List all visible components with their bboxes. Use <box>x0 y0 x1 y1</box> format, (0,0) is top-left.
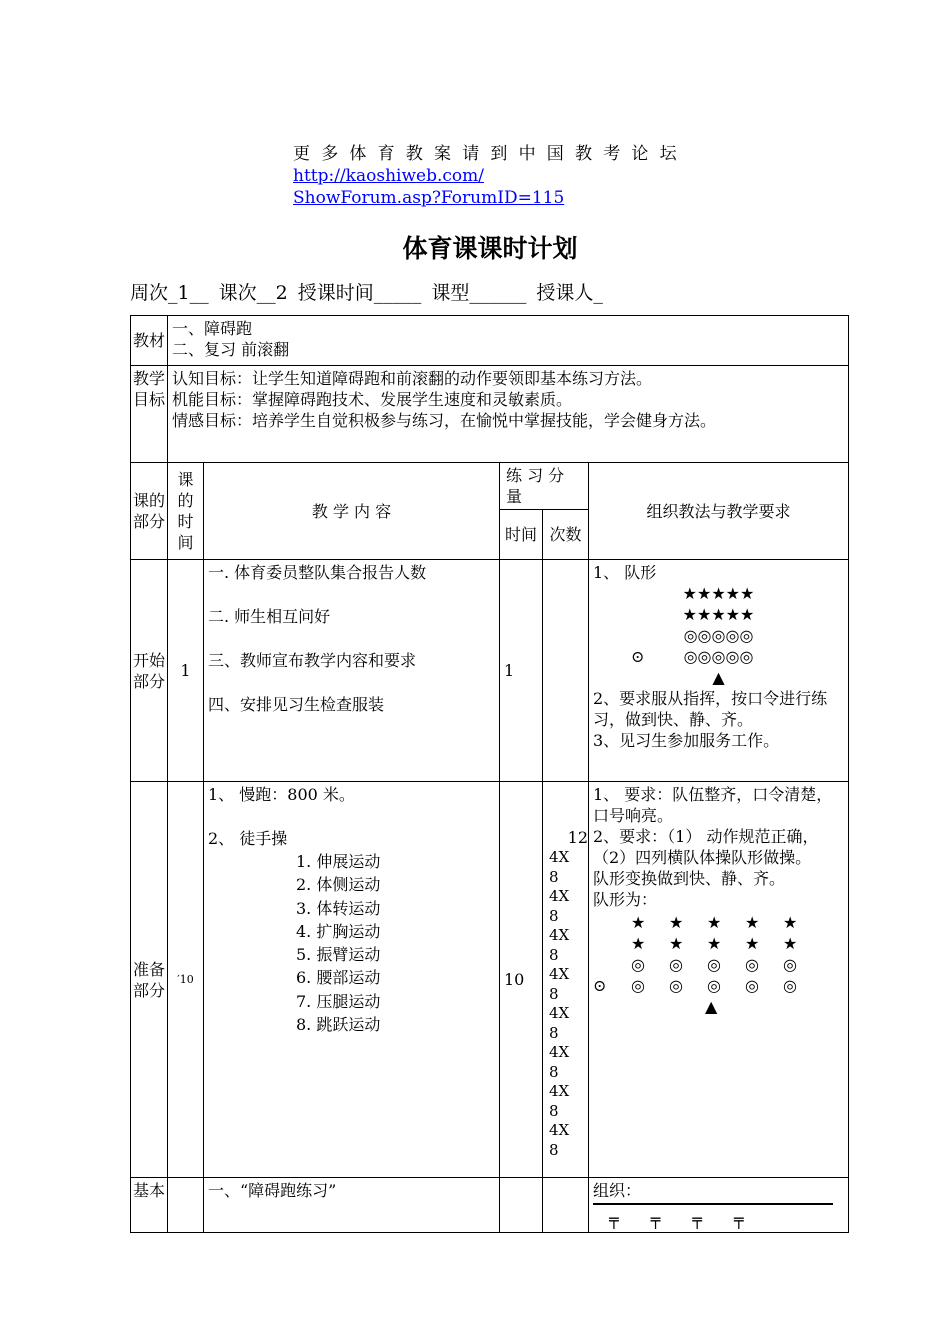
section1-method <box>589 560 849 782</box>
fcell <box>593 933 631 954</box>
exercise-item: 7. 压腿运动 <box>296 991 381 1011</box>
fcell: ★ <box>783 934 798 953</box>
fcell: ◎ <box>631 955 645 974</box>
rep-item: 4X8 <box>549 848 570 886</box>
teacher-mark: ⊙ <box>631 647 645 666</box>
rep-item: 4X8 <box>549 887 570 925</box>
col-time: 课的时间 <box>168 463 204 560</box>
reps-list <box>549 848 571 1160</box>
rep-item: 4X8 <box>549 1121 570 1159</box>
fcell: ◎ <box>745 976 759 995</box>
s2-method-line: （2）四列横队体操队形做操。 <box>593 848 812 867</box>
section2-label: 准备部分 <box>131 782 168 1178</box>
fcell: ◎ <box>707 955 721 974</box>
s2-method-line: 队形变换做到快、静、齐。 <box>593 869 786 888</box>
s2-method-line: 2、要求：（1） 动作规范正确， <box>593 827 819 846</box>
section2-practice-time: 10 <box>500 782 543 1178</box>
exercise-item: 1. 伸展运动 <box>296 852 381 871</box>
section3-practice-time <box>500 1178 543 1233</box>
rep-item: 4X8 <box>549 965 570 1003</box>
exercise-item: 4. 扩胸运动 <box>296 921 381 941</box>
col-load: 练 习 分 量 <box>500 463 589 510</box>
goal-item: 认知目标：让学生知道障碍跑和前滚翻的动作要领即基本练习方法。 <box>172 369 653 388</box>
leader-mark: ▲ <box>712 668 725 687</box>
s1-item: 四、安排见习生检查服装 <box>208 695 385 714</box>
exercise-item: 8. 跳跃运动 <box>296 1015 381 1035</box>
s1-item: 一. 体育委员整队集合报告人数 <box>208 563 427 582</box>
fcell: ★ <box>631 934 646 953</box>
rep-item: 4X8 <box>549 1082 570 1120</box>
section3-method <box>589 1178 849 1233</box>
s2-method-line: 队形为： <box>593 890 658 909</box>
section1-content <box>204 560 500 782</box>
s1-method-title: 1、 队形 <box>593 563 657 582</box>
s2-formation <box>593 912 844 996</box>
section2-content <box>204 782 500 1178</box>
s1-requirement: 3、见习生参加服务工作。 <box>593 731 780 750</box>
s2-exercise-title: 2、 徒手操 <box>208 829 288 848</box>
fcell: ◎ <box>745 955 759 974</box>
col-content: 教 学 内 容 <box>204 463 500 560</box>
meta-week: 周次_1__ <box>130 282 209 304</box>
section3-label: 基本 <box>131 1178 168 1233</box>
rep-item: 4X8 <box>549 926 570 964</box>
material-item: 二、复习 前滚翻 <box>172 340 290 359</box>
rep-item: 4X8 <box>549 1043 570 1081</box>
formation-row: ★★★★★ <box>682 584 755 603</box>
hurdle-marks <box>593 1209 844 1230</box>
col-load-count: 次数 <box>543 510 589 560</box>
section2-reps <box>543 782 589 1178</box>
fcell: ★ <box>669 913 684 932</box>
s1-requirement: 2、要求服从指挥，按口令进行练习，做到快、静、齐。 <box>593 689 828 729</box>
s2-run: 1、 慢跑：800 米。 <box>208 785 355 804</box>
formation-row: ◎◎◎◎◎ <box>683 626 754 645</box>
s3-method-title: 组织： <box>593 1181 642 1200</box>
fcell: ◎ <box>783 955 797 974</box>
section1-label: 开始部分 <box>131 560 168 782</box>
section3-time <box>168 1178 204 1233</box>
hurdle-icon: ╤ <box>650 1210 661 1229</box>
rep-item: 4X8 <box>549 1004 570 1042</box>
hurdle-icon: ╤ <box>733 1210 744 1229</box>
fcell <box>593 954 631 975</box>
exercise-item: 2. 体侧运动 <box>296 875 381 895</box>
fcell: ◎ <box>631 976 645 995</box>
page-title: 体育课课时计划 <box>402 234 578 263</box>
fcell: ★ <box>745 913 760 932</box>
fcell: ◎ <box>669 976 683 995</box>
fcell: ★ <box>745 934 760 953</box>
formation-row: ◎◎◎◎◎ <box>683 647 754 666</box>
forum-link[interactable]: http://kaoshiweb.com/ <box>293 166 484 186</box>
fcell <box>593 912 631 933</box>
fcell: ⊙ <box>593 976 607 995</box>
fcell: ◎ <box>783 976 797 995</box>
formation-row-with-teacher <box>593 646 844 667</box>
material-content <box>168 316 849 366</box>
exercise-list <box>208 850 495 1036</box>
exercise-item: 6. 腰部运动 <box>296 968 381 988</box>
section1-practice-time: 1 <box>500 560 543 782</box>
goals-label: 教学目标 <box>131 366 168 463</box>
meta-teacher: 授课人_ <box>536 282 603 304</box>
s3-track-line <box>593 1203 833 1205</box>
exercise-item: 5. 振臂运动 <box>296 945 381 965</box>
section1-time: 1 <box>168 560 204 782</box>
col-method: 组织教法与教学要求 <box>589 463 849 560</box>
col-part: 课的部分 <box>131 463 168 560</box>
lesson-meta <box>130 278 607 305</box>
hurdle-icon: ╤ <box>692 1210 702 1229</box>
meta-time: 授课时间_____ <box>297 282 422 304</box>
s2-method-line: 1、 要求：队伍整齐，口令清楚，口号响亮。 <box>593 785 833 825</box>
meta-type: 课型______ <box>431 282 527 304</box>
material-item: 一、障碍跑 <box>172 319 253 338</box>
s1-item: 三、教师宣布教学内容和要求 <box>208 651 417 670</box>
forum-link-cont[interactable]: ShowForum.asp?ForumID=115 <box>293 188 565 208</box>
fcell: ★ <box>669 934 684 953</box>
goal-item: 情感目标：培养学生自觉积极参与练习，在愉悦中掌握技能，学会健身方法。 <box>172 411 717 430</box>
header-intro: 更多体育教案请到中国教考论坛 <box>293 144 688 164</box>
section2-method <box>589 782 849 1178</box>
s1-formation <box>593 583 844 688</box>
fcell: ★ <box>783 913 798 932</box>
formation-row: ★★★★★ <box>682 605 755 624</box>
fcell: ◎ <box>707 976 721 995</box>
col-load-time: 时间 <box>500 510 543 560</box>
section1-count <box>543 560 589 782</box>
s2-leader: ▲ <box>705 997 718 1016</box>
reps-label: 12 <box>567 828 588 847</box>
goal-item: 机能目标：掌握障碍跑技术、发展学生速度和灵敏素质。 <box>172 390 573 409</box>
fcell: ★ <box>707 913 722 932</box>
exercise-item: 3. 体转运动 <box>296 898 381 918</box>
section2-time: ′10 <box>168 782 204 1178</box>
hurdle-icon: ╤ <box>609 1210 619 1229</box>
fcell: ★ <box>631 913 646 932</box>
fcell: ★ <box>707 934 722 953</box>
section3-content: 一、“障碍跑练习” <box>204 1178 500 1233</box>
s1-item: 二. 师生相互问好 <box>208 607 331 626</box>
lesson-plan-table <box>130 315 848 1233</box>
goals-content <box>168 366 849 463</box>
meta-lesson: 课次__2 <box>218 282 288 304</box>
header-note <box>293 143 863 209</box>
material-label: 教材 <box>131 316 168 366</box>
section3-count <box>543 1178 589 1233</box>
fcell: ◎ <box>669 955 683 974</box>
